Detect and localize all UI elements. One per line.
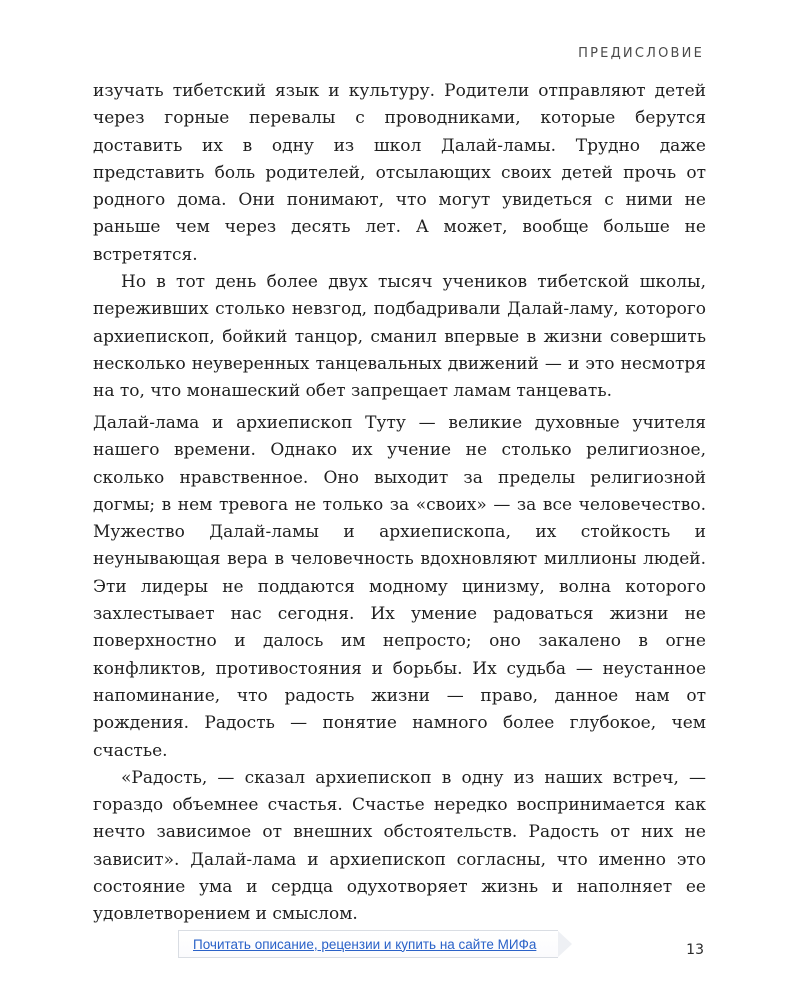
paragraph: изучать тибетский язык и культуру. Родители отправляют детей через горные перевалы с проводниками, которые берутся доставить их в одну из школ Далай-ламы. Трудно даже представить боль родителей, отсылающих своих детей прочь от родного дома. Они понимают, что могут увидеться с ними не раньше чем через десять лет. А может, вообще больше не встретятся. (93, 81, 706, 265)
buy-on-mif-link[interactable]: Почитать описание, рецензии и купить на сайте МИФа (178, 930, 558, 958)
page-number: 13 (686, 942, 704, 958)
text-block-2 (93, 410, 706, 929)
paragraph: Далай-лама и архиепископ Туту — великие духовные учителя нашего времени. Однако их учение не столько религиозное, сколько нравственное. Оно выходит за пределы религиозной догмы; в нем тревога не только за «своих» — за все человечество. Мужество Далай-ламы и архиепископа, их стойкость и неунывающая вера в человечность вдохновляют миллионы людей. Эти лидеры не поддаются модному цинизму, волна которого захлестывает нас сегодня. Их умение радоваться жизни не поверхностно и далось им непросто; оно закалено в огне конфликтов, противостояния и борьбы. Их судьба — неустанное напоминание, что радость жизни — право, данное нам от рождения. Радость — понятие намного более глубокое, чем счастье. (93, 413, 706, 761)
paragraph: «Радость, — сказал архиепископ в одну из наших встреч, — гораздо объемнее счастья. Счастье нередко воспринимается как нечто зависимое от внешних обстоятельств. Радость от них не зависит». Далай-лама и архиепископ согласны, что именно это состояние ума и сердца одухотворяет жизнь и наполняет ее удовлетворением и смыслом. (93, 767, 706, 925)
text-block-1 (93, 78, 706, 406)
paragraph: Но в тот день более двух тысяч учеников тибетской школы, переживших столько невзгод, подбадривали Далай-ламу, которого архиепископ, бойкий танцор, сманил впервые в жизни совершить несколько неуверенных танцевальных движений — и это несмотря на то, что монашеский обет запрещает ламам танцевать. (93, 272, 706, 402)
running-header-title: ПРЕДИСЛОВИЕ (578, 46, 704, 61)
